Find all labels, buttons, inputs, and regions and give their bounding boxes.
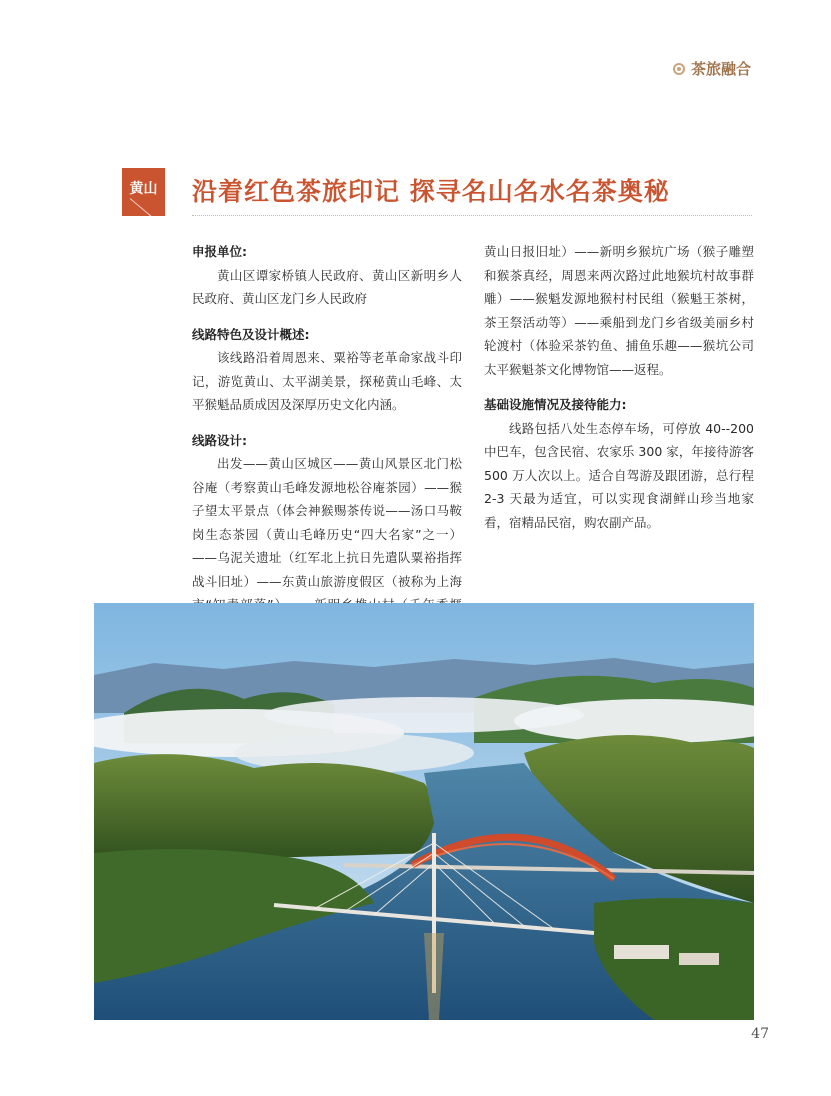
region-badge-label: 黄山 <box>129 181 158 197</box>
section-header <box>673 58 751 79</box>
article-title: 沿着红色茶旅印记 探寻名山名水名茶奥秘 <box>192 177 670 206</box>
circle-ornament-icon <box>673 63 685 75</box>
region-badge <box>122 168 165 216</box>
title-divider <box>192 215 752 216</box>
overview-text: 该线路沿着周恩来、粟裕等老革命家战斗印记，游览黄山、太平湖美景，探秘黄山毛峰、太平猴魁品质成因及深厚历史文化内涵。 <box>192 350 462 412</box>
route-text-left: 出发——黄山区城区——黄山风景区北门松谷庵（考察黄山毛峰发源地松谷庵茶园）——猴子望太平景点（体会神猴赐茶传说——汤口马鞍岗生态茶园（黄山毛峰历史“四大名家”之一）——乌泥关遗址（红军北上抗日先遣队粟裕指挥战斗旧址）——东黄山旅游度假区（被称为上海 <box>192 456 462 589</box>
facilities-heading: 基础设施情况及接待能力: <box>484 397 627 412</box>
page-number: 47 <box>751 1026 769 1042</box>
left-column <box>192 240 462 652</box>
right-column <box>484 240 754 546</box>
badge-slash-decoration <box>130 198 161 216</box>
overview-heading: 线路特色及设计概述: <box>192 326 310 342</box>
facilities-text: 线路包括八处生态停车场，可停放 40--200 中巴车，包含民宿、农家乐 300 家，年接待游客 500 万人次以上。适合自驾游及跟团游，总行程 2-3 天最为适宜，可以实现食湖鲜山珍当地家看，宿精品民宿，购农副产品。 <box>484 420 754 530</box>
applicant-heading: 申报单位: <box>192 244 247 259</box>
applicant-text: 黄山区谭家桥镇人民政府、黄山区新明乡人民政府、黄山区龙门乡人民政府 <box>192 267 462 306</box>
section-label: 茶旅融合 <box>690 60 751 78</box>
route-text-right: 黄山日报旧址）——新明乡猴坑广场（猴子雕塑和猴茶真经，周恩来两次路过此地猴坑村故事群雕）——猴魁发源地猴村村民组（猴魁王茶树，茶王祭活动等）——乘船到龙门乡省级美丽乡村轮渡村（体验采茶钓鱼、捕鱼乐趣——猴坑公司太平猴魁茶文化博物馆——返程。 <box>484 244 754 377</box>
bridge-lake-illustration <box>94 603 754 1020</box>
route-heading: 线路设计: <box>192 432 247 448</box>
landscape-photo <box>94 603 754 1020</box>
